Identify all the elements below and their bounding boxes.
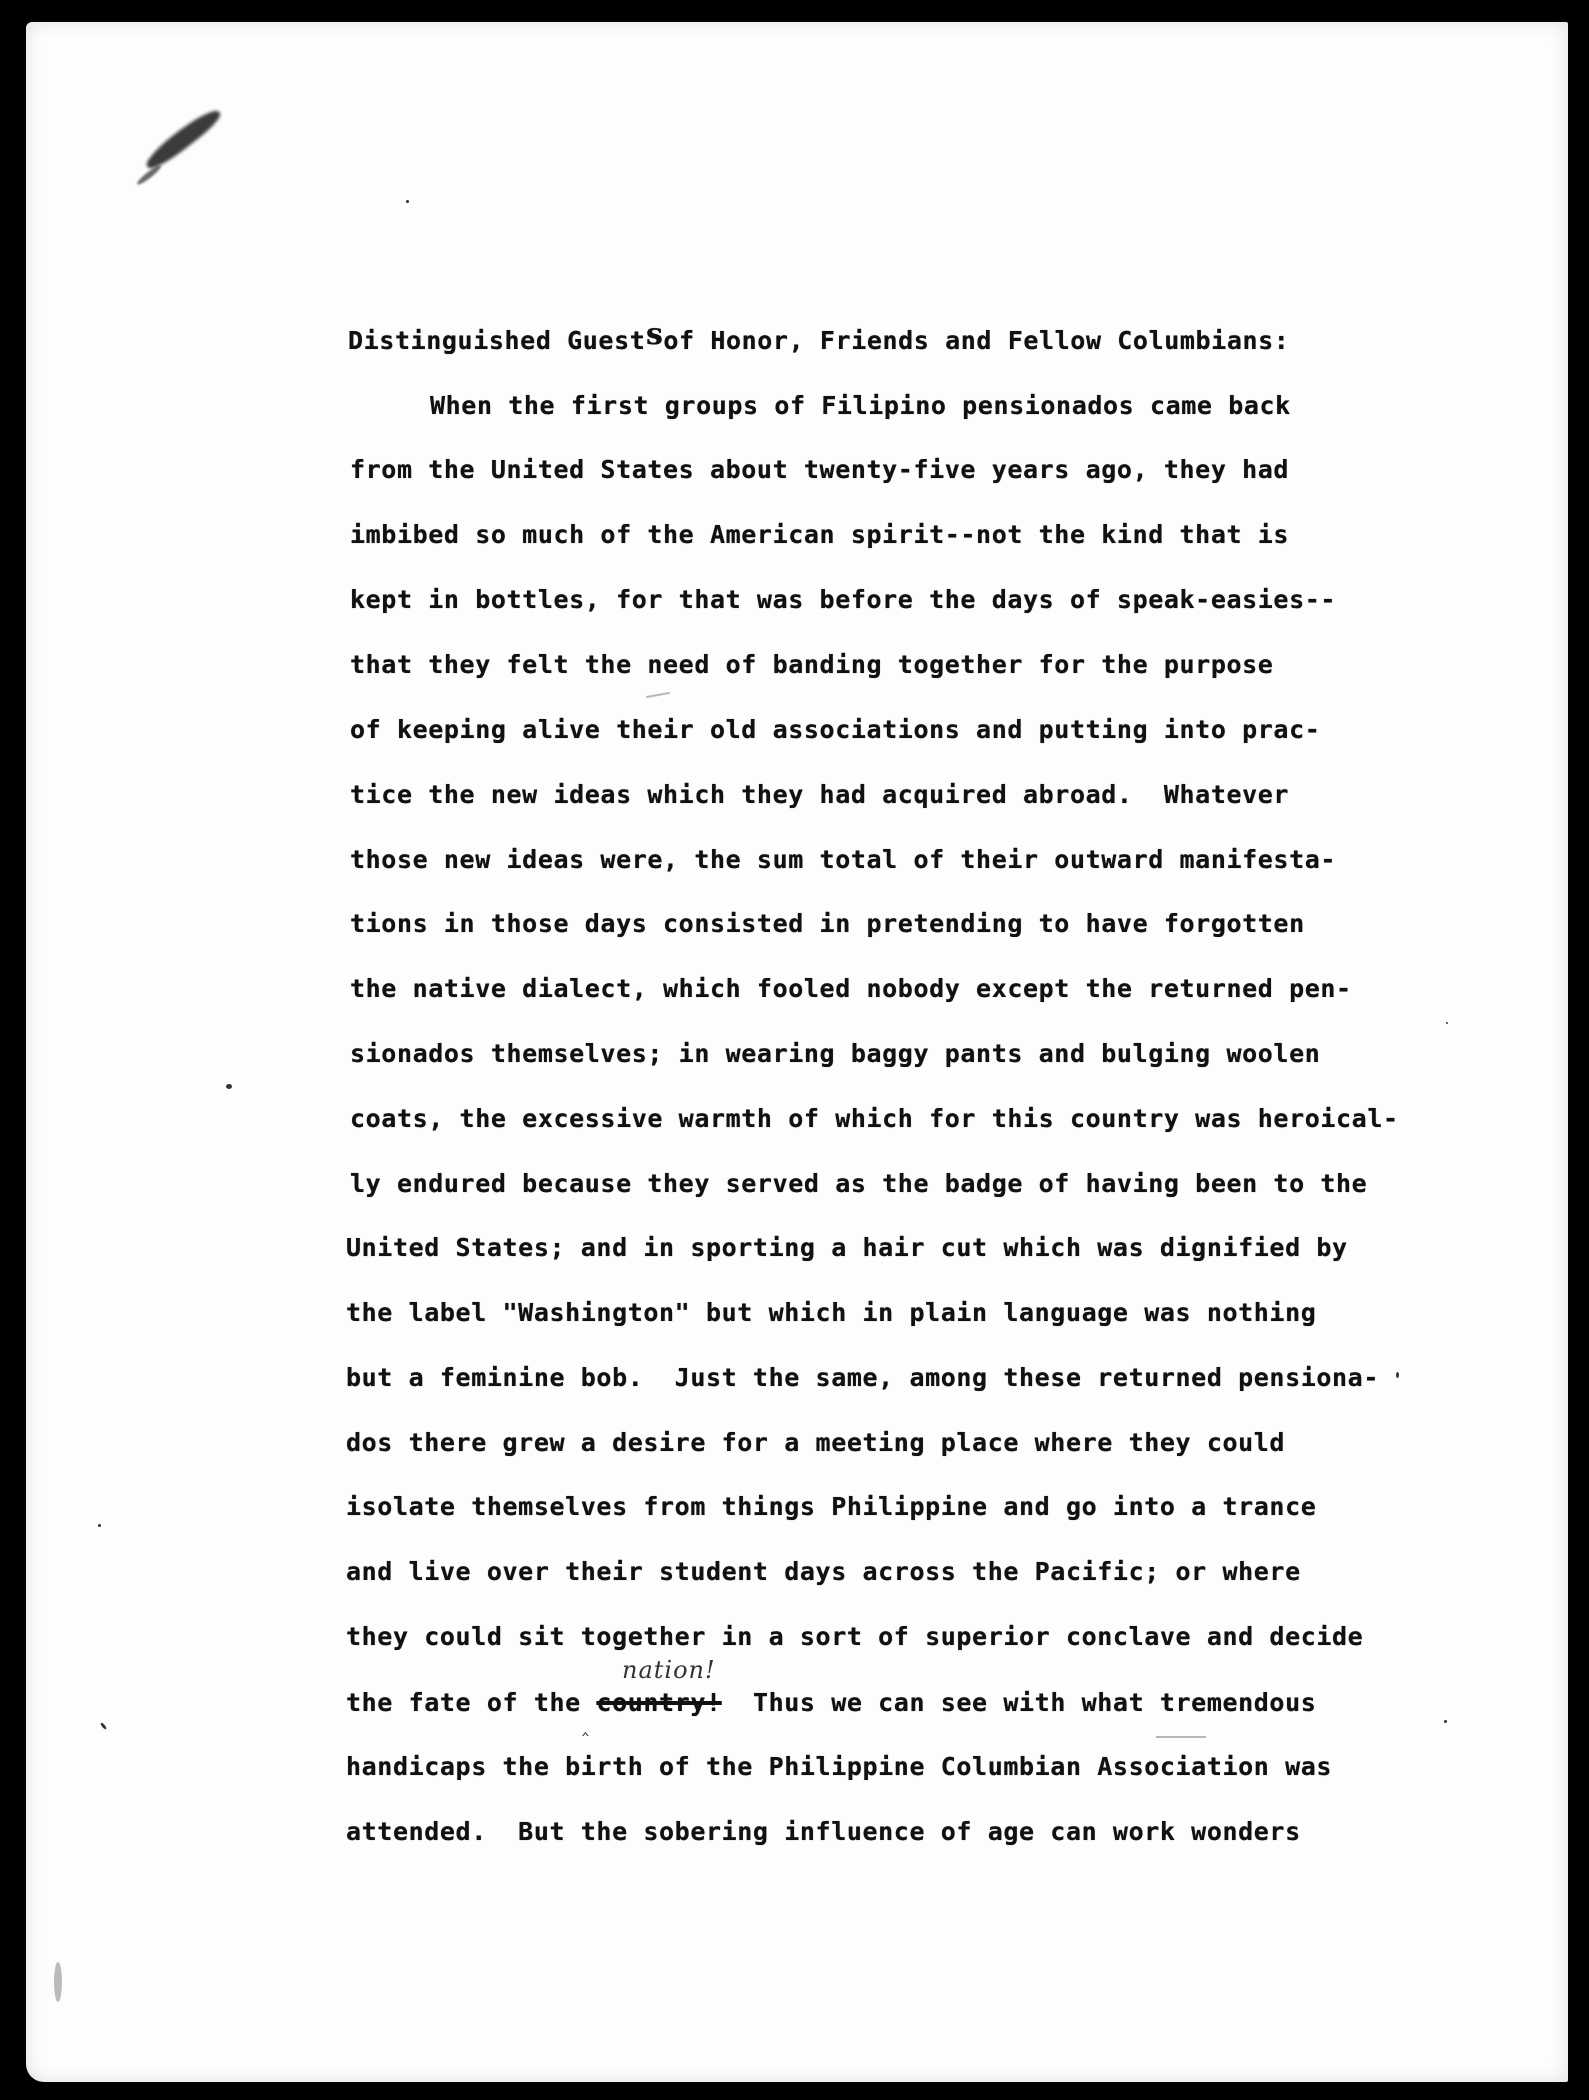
salutation-overmark: s [646, 317, 664, 352]
text-line: isolate themselves from things Philippine and go into a trance [346, 1492, 1317, 1521]
salutation-suffix: of Honor, Friends and Fellow Columbians: [663, 326, 1290, 355]
pencil-mark [646, 692, 670, 698]
text-line: kept in bottles, for that was before the days of speak-easies-- [350, 585, 1337, 614]
text-line: imbibed so much of the American spirit--not the kind that is [350, 520, 1290, 549]
text-line: ly endured because they served as the badge of having been to the [350, 1169, 1368, 1198]
line-prefix: the fate of the [346, 1688, 597, 1717]
line-suffix: Thus we can see with what tremendous [721, 1688, 1317, 1717]
text-line-correction [346, 1690, 1316, 1715]
text-line: When the first groups of Filipino pensionados came back [430, 391, 1291, 420]
text-line: but a feminine bob. Just the same, among these returned pensiona- [346, 1363, 1379, 1392]
paper-speck [406, 200, 409, 203]
paper-speck [1444, 1720, 1447, 1723]
text-line: tice the new ideas which they had acquired abroad. Whatever [350, 780, 1290, 809]
salutation-line [348, 328, 1289, 353]
insertion-caret-mark: ‸ [582, 1712, 589, 1736]
document-page [26, 22, 1568, 2082]
handwritten-insertion: nation! [622, 1656, 716, 1684]
struck-word: country! [596, 1688, 722, 1717]
text-line: they could sit together in a sort of superior conclave and decide [346, 1622, 1364, 1651]
text-line: sionados themselves; in wearing baggy pants and bulging woolen [350, 1039, 1321, 1068]
text-line: coats, the excessive warmth of which for this country was heroical- [350, 1104, 1399, 1133]
text-line: dos there grew a desire for a meeting place where they could [346, 1428, 1286, 1457]
paper-speck [100, 1722, 107, 1730]
text-line: tions in those days consisted in pretending to have forgotten [350, 909, 1305, 938]
text-line: handicaps the birth of the Philippine Columbian Association was [346, 1752, 1333, 1781]
paper-speck [98, 1524, 101, 1527]
ink-smudge [142, 104, 224, 174]
paper-edge-mark [54, 1962, 62, 2002]
paper-speck [226, 1084, 232, 1089]
pencil-mark [1156, 1736, 1206, 1738]
text-line: attended. But the sobering influence of age can work wonders [346, 1817, 1301, 1846]
text-line: and live over their student days across the Pacific; or where [346, 1557, 1301, 1586]
paper-speck [1396, 1372, 1399, 1378]
paper-speck [1446, 1022, 1448, 1024]
text-line: United States; and in sporting a hair cut which was dignified by [346, 1233, 1348, 1262]
text-line: of keeping alive their old associations and putting into prac- [350, 715, 1321, 744]
salutation-prefix: Distinguished Guest [348, 326, 646, 355]
text-line: the label "Washington" but which in plain language was nothing [346, 1298, 1317, 1327]
text-line: those new ideas were, the sum total of their outward manifesta- [350, 845, 1337, 874]
text-line: that they felt the need of banding together for the purpose [350, 650, 1274, 679]
text-line: the native dialect, which fooled nobody except the returned pen- [350, 974, 1352, 1003]
text-line: from the United States about twenty-five years ago, they had [350, 455, 1290, 484]
